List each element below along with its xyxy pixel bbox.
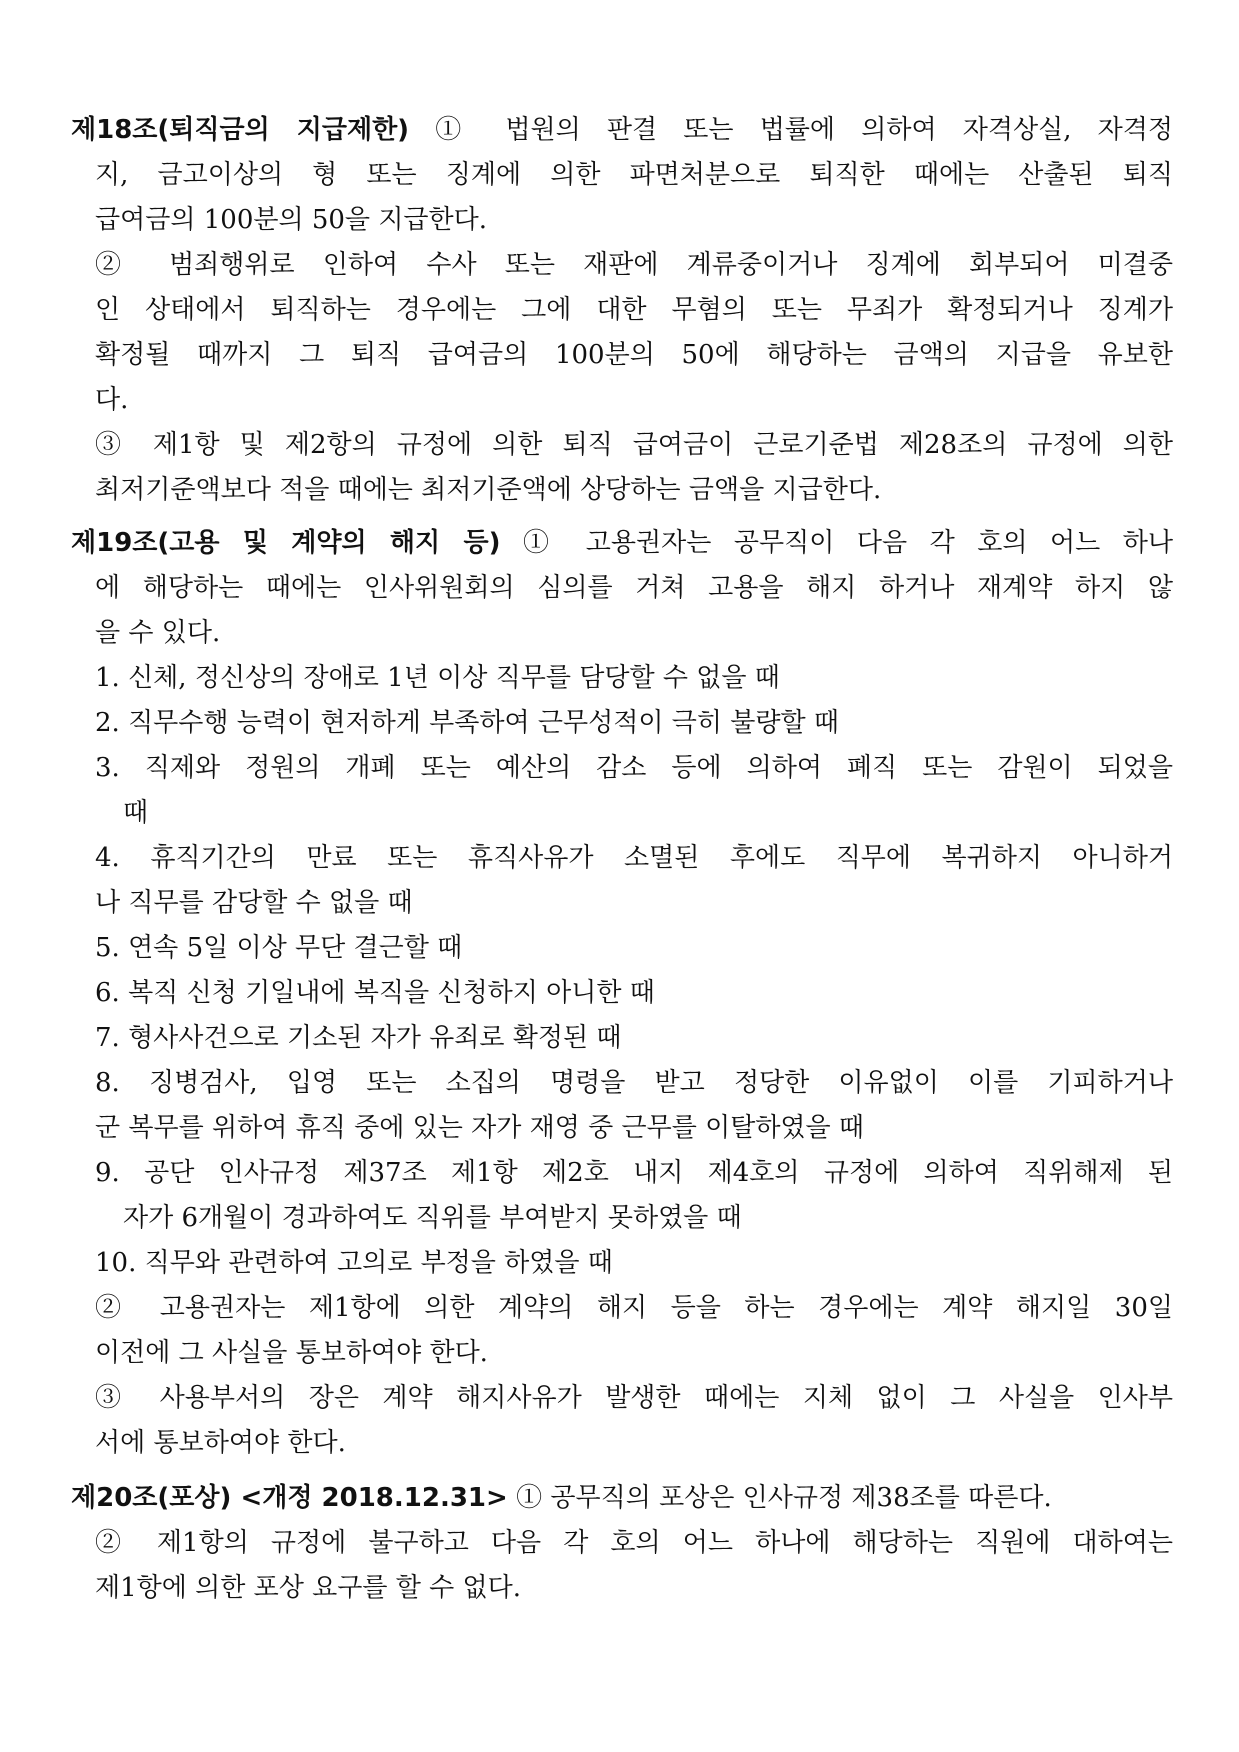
article-18-line-6: 확정될 때까지 그 퇴직 급여금의 100분의 50에 해당하는 금액의 지급을 유보한 bbox=[95, 340, 1173, 370]
article-18-line-3: 급여금의 100분의 50을 지급한다. bbox=[95, 205, 488, 235]
article-18-line-5: 인 상태에서 퇴직하는 경우에는 그에 대한 무혐의 또는 무죄가 확정되거나 징계가 bbox=[95, 295, 1173, 325]
article-19-text: ① 고용권자는 공무직이 다음 각 호의 어느 하나 bbox=[523, 528, 1173, 558]
article-18-heading: 제18조(퇴직금의 지급제한) bbox=[71, 115, 410, 145]
article-19-item-8: 8. 징병검사, 입영 또는 소집의 명령을 받고 정당한 이유없이 이를 기피하거나 bbox=[95, 1068, 1173, 1098]
article-19-line-1 bbox=[71, 521, 1173, 566]
article-19-item-3: 3. 직제와 정원의 개폐 또는 예산의 감소 등에 의하여 폐직 또는 감원이 되었을 bbox=[95, 753, 1173, 783]
article-19-item-9: 9. 공단 인사규정 제37조 제1항 제2호 내지 제4호의 규정에 의하여 직위해제 된 bbox=[95, 1158, 1173, 1188]
article-19-item-8-cont: 군 복무를 위하여 휴직 중에 있는 자가 재영 중 근무를 이탈하였을 때 bbox=[95, 1113, 865, 1143]
article-19-item-9-cont: 자가 6개월이 경과하여도 직위를 부여받지 못하였을 때 bbox=[123, 1203, 742, 1233]
article-19-line-2: 에 해당하는 때에는 인사위원회의 심의를 거쳐 고용을 해지 하거나 재계약 하지 않 bbox=[95, 573, 1173, 603]
article-19-line-3: 을 수 있다. bbox=[95, 618, 221, 648]
article-18-line-1 bbox=[71, 108, 1173, 153]
article-18-line-7: 다. bbox=[95, 385, 129, 415]
article-18-text: ① 법원의 판결 또는 법률에 의하여 자격상실, 자격정 bbox=[435, 115, 1173, 145]
article-20-para-2-cont: 제1항에 의한 포상 요구를 할 수 없다. bbox=[95, 1573, 522, 1603]
article-19-para-2: ② 고용권자는 제1항에 의한 계약의 해지 등을 하는 경우에는 계약 해지일 30일 bbox=[95, 1293, 1173, 1323]
article-20-text: ① 공무직의 포상은 인사규정 제38조를 따른다. bbox=[516, 1483, 1052, 1513]
article-18-line-8: ③ 제1항 및 제2항의 규정에 의한 퇴직 급여금이 근로기준법 제28조의 규정에 의한 bbox=[95, 430, 1173, 460]
article-20-line-1 bbox=[71, 1476, 1173, 1521]
article-19-heading: 제19조(고용 및 계약의 해지 등) bbox=[71, 528, 501, 558]
article-18-line-9: 최저기준액보다 적을 때에는 최저기준액에 상당하는 금액을 지급한다. bbox=[95, 475, 882, 505]
article-18-line-4: ② 범죄행위로 인하여 수사 또는 재판에 계류중이거나 징계에 회부되어 미결중 bbox=[95, 250, 1173, 280]
article-19-item-6: 6. 복직 신청 기일내에 복직을 신청하지 아니한 때 bbox=[95, 978, 655, 1008]
article-19-item-1: 1. 신체, 정신상의 장애로 1년 이상 직무를 담당할 수 없을 때 bbox=[95, 663, 780, 693]
article-19-item-4: 4. 휴직기간의 만료 또는 휴직사유가 소멸된 후에도 직무에 복귀하지 아니하거 bbox=[95, 843, 1173, 873]
article-20-heading: 제20조(포상) <개정 2018.12.31> bbox=[71, 1483, 508, 1513]
article-19-para-3-cont: 서에 통보하여야 한다. bbox=[95, 1428, 346, 1458]
article-19-item-10: 10. 직무와 관련하여 고의로 부정을 하였을 때 bbox=[95, 1248, 613, 1278]
article-20-para-2: ② 제1항의 규정에 불구하고 다음 각 호의 어느 하나에 해당하는 직원에 대하여는 bbox=[95, 1528, 1173, 1558]
article-19-item-5: 5. 연속 5일 이상 무단 결근할 때 bbox=[95, 933, 463, 963]
article-19-item-3-cont: 때 bbox=[123, 798, 149, 828]
article-19-para-2-cont: 이전에 그 사실을 통보하여야 한다. bbox=[95, 1338, 488, 1368]
article-19-item-2: 2. 직무수행 능력이 현저하게 부족하여 근무성적이 극히 불량할 때 bbox=[95, 708, 839, 738]
article-19-item-7: 7. 형사사건으로 기소된 자가 유죄로 확정된 때 bbox=[95, 1023, 622, 1053]
article-19-para-3: ③ 사용부서의 장은 계약 해지사유가 발생한 때에는 지체 없이 그 사실을 인사부 bbox=[95, 1383, 1173, 1413]
article-19-item-4-cont: 나 직무를 감당할 수 없을 때 bbox=[95, 888, 413, 918]
article-18-line-2: 지, 금고이상의 형 또는 징계에 의한 파면처분으로 퇴직한 때에는 산출된 퇴직 bbox=[95, 160, 1173, 190]
